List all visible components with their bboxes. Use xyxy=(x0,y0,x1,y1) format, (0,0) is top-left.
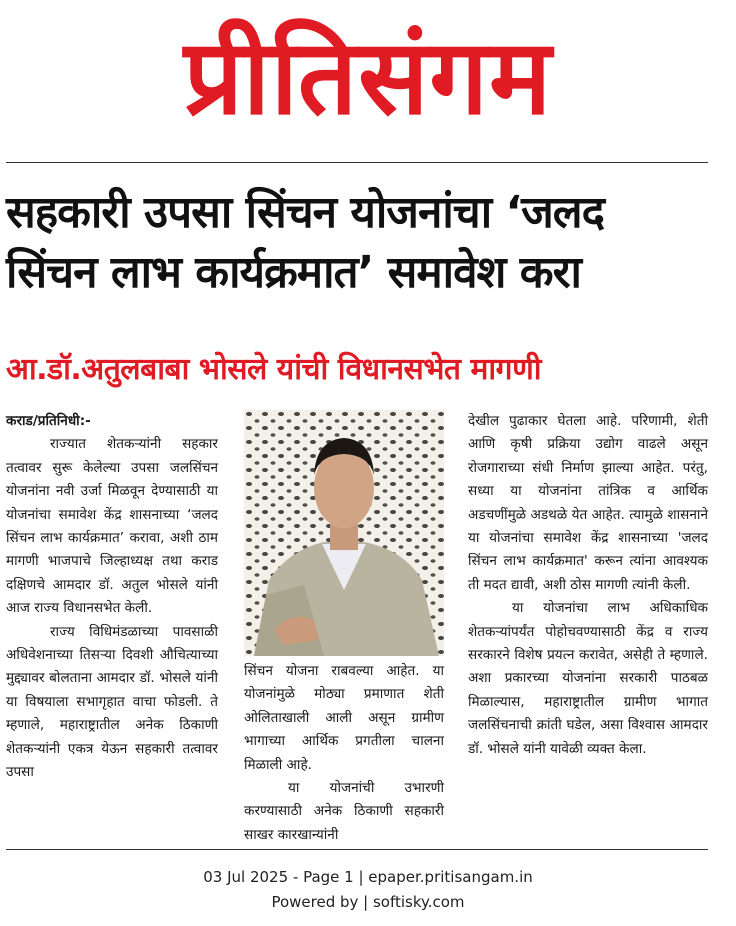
footer-edition-info: 03 Jul 2025 - Page 1 | epaper.pritisangam.in xyxy=(203,868,533,886)
paragraph: सिंचन योजना राबवल्या आहेत. या योजनांमुळे मोठ्या प्रमाणात शेती ओलिताखाली आली असून ग्रामीण भागाच्या आर्थिक प्रगतीला चालना मिळाली आहे. xyxy=(244,663,444,773)
article-column-3 xyxy=(468,410,708,761)
paragraph: या योजनांची उभारणी करण्यासाठी अनेक ठिकाणी सहकारी साखर कारखान्यांनी xyxy=(244,780,444,843)
dateline: कराड/प्रतिनिधी:- xyxy=(6,413,91,429)
article-column-1 xyxy=(6,410,218,785)
article-photo xyxy=(244,410,444,656)
newspaper-logo: प्रीतिसंगम xyxy=(183,16,553,138)
headline-line-1: सहकारी उपसा सिंचन योजनांचा ‘जलद xyxy=(6,187,604,238)
article-column-2 xyxy=(244,660,444,847)
subheadline: आ.डॉ.अतुलबाबा भोसले यांची विधानसभेत मागणी xyxy=(6,352,542,387)
headline-line-2: सिंचन लाभ कार्यक्रमात’ समावेश करा xyxy=(6,247,581,298)
footer-powered-by: Powered by | softisky.com xyxy=(271,893,465,911)
masthead-divider xyxy=(6,162,708,163)
paragraph: राज्यात शेतकऱ्यांनी सहकार तत्वावर सुरू केलेल्या उपसा जलसिंचन योजनांना नवी उर्जा मिळवून देण्यासाठी या योजनांचा समावेश केंद्र शासनाच्या ‘जलद सिंचन लाभ कार्यक्रमात’ करावा, अशी ठाम मागणी भाजपाचे जिल्हाध्यक्ष तथा कराड दक्षिणचे आमदार डॉ. अतुल भोसले यांनी आज राज्य विधानसभेत केली. xyxy=(6,436,218,617)
masthead xyxy=(0,0,736,160)
paragraph: राज्य विधिमंडळाच्या पावसाळी अधिवेशनाच्या तिसऱ्या दिवशी औचित्याच्या मुद्द्यावर बोलताना आमदार डॉ. भोसले यांनी या विषयाला सभागृहात वाचा फोडली. ते म्हणाले, महाराष्ट्रातील अनेक ठिकाणी शेतकऱ्यांनी एकत्र येऊन सहकारी तत्वावर उपसा xyxy=(6,623,218,781)
footer-divider xyxy=(6,849,708,850)
paragraph: देखील पुढाकार घेतला आहे. परिणामी, शेती आणि कृषी प्रक्रिया उद्योग वाढले असून रोजगाराच्या संधी निर्माण झाल्या आहेत. परंतु, सध्या या योजनांना तांत्रिक व आर्थिक अडचणींमुळे अडथळे येत आहेत. त्यामुळे शासनाने या योजनांचा समावेश केंद्र शासनाच्या 'जलद सिंचन लाभ कार्यक्रमात' करून त्यांना आवश्यक ती मदत द्यावी, अशी ठोस मागणी त्यांनी केली. xyxy=(468,413,708,593)
paragraph: या योजनांचा लाभ अधिकाधिक शेतकऱ्यांपर्यंत पोहोचवण्यासाठी केंद्र व राज्य सरकारने विशेष प्रयत्न करावेत, असेही ते म्हणाले. अशा प्रकारच्या योजनांना सरकारी पाठबळ मिळाल्यास, महाराष्ट्रातील ग्रामीण भागात जलसिंचनाची क्रांती घडेल, असा विश्वास आमदार डॉ. भोसले यांनी यावेळी व्यक्त केला. xyxy=(468,600,708,757)
portrait-photo-icon xyxy=(244,410,444,656)
